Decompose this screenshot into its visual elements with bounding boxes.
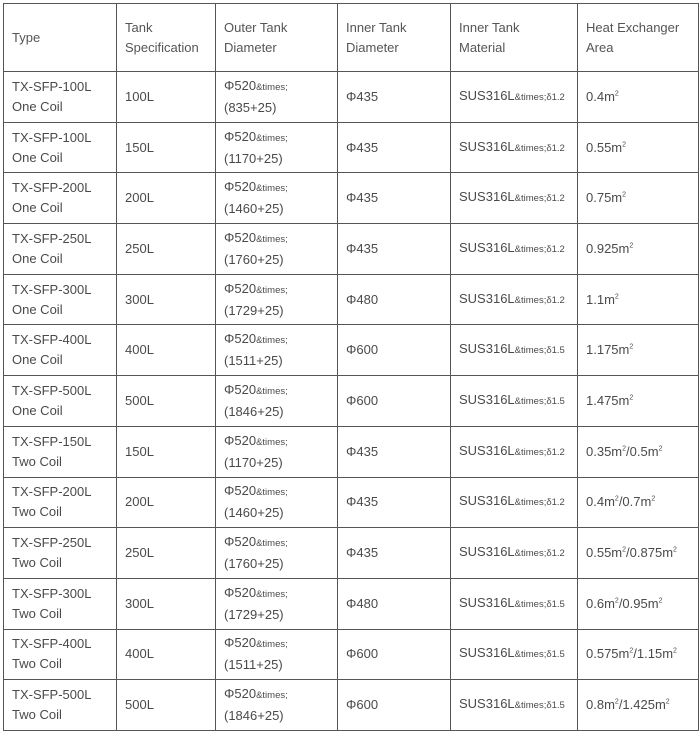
material-grade: SUS316L	[459, 341, 515, 357]
table-body	[4, 72, 699, 731]
outer-diameter-separator: &times;	[256, 284, 288, 296]
tank-spec-cell: 500L	[117, 680, 216, 731]
outer-diameter-separator: &times;	[256, 385, 288, 397]
material-cell	[451, 477, 578, 528]
inner-diameter-cell: Φ435	[338, 72, 451, 123]
material-grade: SUS316L	[459, 189, 515, 205]
material-thickness: &times;δ1.5	[514, 345, 565, 357]
tank-spec-cell: 100L	[117, 72, 216, 123]
table-row	[4, 72, 699, 123]
outer-diameter-separator: &times;	[256, 233, 288, 245]
outer-diameter-separator: &times;	[256, 538, 288, 550]
heat-exchanger-area-cell	[578, 274, 699, 325]
area-value: /0.875m	[626, 545, 674, 561]
header-inner-tank-diameter: Inner Tank Diameter	[338, 4, 451, 72]
inner-diameter-cell: Φ435	[338, 528, 451, 579]
material-grade: SUS316L	[459, 391, 515, 407]
outer-diameter-value: Φ520	[224, 381, 257, 397]
area-value: /1.425m	[618, 697, 666, 713]
table-row	[4, 680, 699, 731]
type-cell: TX-SFP-400L Two Coil	[4, 629, 117, 680]
outer-diameter-height: (1760+25)	[224, 556, 284, 572]
tank-spec-cell: 500L	[117, 376, 216, 427]
tank-spec-cell: 250L	[117, 224, 216, 275]
outer-diameter-height: (1460+25)	[224, 505, 284, 521]
type-cell: TX-SFP-200L Two Coil	[4, 477, 117, 528]
outer-diameter-value: Φ520	[224, 635, 257, 651]
area-value: 0.75m	[586, 190, 623, 206]
tank-spec-cell: 150L	[117, 122, 216, 173]
area-unit-exponent: 2	[622, 546, 627, 554]
material-grade: SUS316L	[459, 493, 515, 509]
outer-diameter-separator: &times;	[256, 335, 288, 347]
outer-diameter-cell	[216, 274, 338, 325]
outer-diameter-value: Φ520	[224, 686, 257, 702]
area-unit-exponent: 2	[622, 191, 627, 199]
area-unit-exponent: 2	[673, 546, 677, 554]
heat-exchanger-area-cell	[578, 477, 699, 528]
material-cell	[451, 173, 578, 224]
outer-diameter-value: Φ520	[224, 331, 257, 347]
outer-diameter-value: Φ520	[224, 229, 257, 245]
outer-diameter-height: (1760+25)	[224, 251, 284, 267]
material-cell	[451, 578, 578, 629]
inner-diameter-cell: Φ435	[338, 224, 451, 275]
area-unit-exponent: 2	[665, 698, 670, 706]
material-thickness: &times;δ1.5	[514, 649, 565, 661]
outer-diameter-cell	[216, 376, 338, 427]
outer-diameter-height: (1170+25)	[224, 150, 283, 166]
outer-diameter-value: Φ520	[224, 534, 257, 550]
outer-diameter-value: Φ520	[224, 483, 257, 499]
material-cell	[451, 376, 578, 427]
material-grade: SUS316L	[459, 239, 515, 255]
area-value: 0.925m	[586, 240, 630, 256]
type-cell: TX-SFP-100L One Coil	[4, 122, 117, 173]
material-grade: SUS316L	[459, 696, 515, 712]
inner-diameter-cell: Φ435	[338, 122, 451, 173]
table-row	[4, 477, 699, 528]
area-unit-exponent: 2	[673, 648, 677, 656]
material-grade: SUS316L	[459, 138, 515, 154]
type-cell: TX-SFP-300L One Coil	[4, 274, 117, 325]
material-grade: SUS316L	[459, 594, 515, 610]
heat-exchanger-area-cell	[578, 325, 699, 376]
inner-diameter-cell: Φ435	[338, 173, 451, 224]
area-unit-exponent: 2	[658, 445, 663, 453]
heat-exchanger-area-cell	[578, 426, 699, 477]
area-value: 1.175m	[586, 342, 630, 358]
outer-diameter-cell	[216, 578, 338, 629]
material-cell	[451, 325, 578, 376]
table-row	[4, 122, 699, 173]
tank-spec-cell: 300L	[117, 274, 216, 325]
outer-diameter-separator: &times;	[256, 487, 288, 499]
material-thickness: &times;δ1.5	[514, 700, 565, 712]
outer-diameter-height: (1170+25)	[224, 454, 283, 470]
outer-diameter-height: (1511+25)	[224, 353, 283, 369]
type-cell: TX-SFP-100L One Coil	[4, 72, 117, 123]
outer-diameter-separator: &times;	[256, 436, 288, 448]
outer-diameter-height: (1460+25)	[224, 201, 284, 217]
outer-diameter-cell	[216, 122, 338, 173]
material-grade: SUS316L	[459, 645, 515, 661]
material-thickness: &times;δ1.2	[514, 446, 565, 458]
area-value: 0.35m	[586, 443, 623, 459]
type-cell: TX-SFP-400L One Coil	[4, 325, 117, 376]
area-value: /0.95m	[618, 595, 659, 611]
area-value: 1.475m	[586, 392, 630, 408]
area-unit-exponent: 2	[614, 90, 619, 98]
outer-diameter-cell	[216, 680, 338, 731]
area-value: /0.7m	[618, 494, 652, 510]
material-grade: SUS316L	[459, 290, 515, 306]
heat-exchanger-area-cell	[578, 629, 699, 680]
area-unit-exponent: 2	[629, 343, 634, 351]
outer-diameter-cell	[216, 477, 338, 528]
area-value: 0.4m	[586, 494, 615, 510]
outer-diameter-height: (835+25)	[224, 99, 277, 115]
material-grade: SUS316L	[459, 87, 515, 103]
material-thickness: &times;δ1.2	[514, 193, 565, 205]
header-tank-specification: Tank Specification	[117, 4, 216, 72]
outer-diameter-cell	[216, 173, 338, 224]
material-cell	[451, 224, 578, 275]
outer-diameter-cell	[216, 325, 338, 376]
tank-spec-cell: 400L	[117, 629, 216, 680]
heat-exchanger-area-cell	[578, 224, 699, 275]
area-unit-exponent: 2	[614, 496, 619, 504]
outer-diameter-height: (1511+25)	[224, 657, 283, 673]
material-thickness: &times;δ1.2	[514, 497, 565, 509]
table-row	[4, 376, 699, 427]
material-grade: SUS316L	[459, 442, 515, 458]
outer-diameter-separator: &times;	[256, 183, 288, 195]
material-thickness: &times;δ1.2	[514, 91, 565, 103]
area-value: 0.6m	[586, 595, 615, 611]
material-thickness: &times;δ1.2	[514, 548, 565, 560]
material-thickness: &times;δ1.5	[514, 598, 565, 610]
area-value: /1.15m	[633, 646, 674, 662]
material-cell	[451, 680, 578, 731]
tank-spec-cell: 300L	[117, 578, 216, 629]
area-unit-exponent: 2	[614, 293, 619, 301]
inner-diameter-cell: Φ600	[338, 680, 451, 731]
outer-diameter-value: Φ520	[224, 77, 257, 93]
inner-diameter-cell: Φ480	[338, 274, 451, 325]
header-inner-tank-material: Inner Tank Material	[451, 4, 578, 72]
area-unit-exponent: 2	[629, 648, 634, 656]
heat-exchanger-area-cell	[578, 122, 699, 173]
material-cell	[451, 274, 578, 325]
area-value: 0.575m	[586, 646, 630, 662]
table-row	[4, 426, 699, 477]
outer-diameter-separator: &times;	[256, 639, 288, 651]
area-unit-exponent: 2	[622, 445, 627, 453]
material-thickness: &times;δ1.2	[514, 243, 565, 255]
tank-spec-cell: 200L	[117, 477, 216, 528]
material-cell	[451, 528, 578, 579]
outer-diameter-value: Φ520	[224, 584, 257, 600]
outer-diameter-separator: &times;	[256, 690, 288, 702]
outer-diameter-value: Φ520	[224, 179, 257, 195]
table-row	[4, 528, 699, 579]
heat-exchanger-area-cell	[578, 376, 699, 427]
material-cell	[451, 629, 578, 680]
heat-exchanger-area-cell	[578, 680, 699, 731]
area-value: 0.4m	[586, 88, 615, 104]
material-cell	[451, 426, 578, 477]
outer-diameter-value: Φ520	[224, 280, 257, 296]
type-cell: TX-SFP-500L One Coil	[4, 376, 117, 427]
material-thickness: &times;δ1.2	[514, 142, 565, 154]
header-type: Type	[4, 4, 117, 72]
spec-table	[3, 3, 699, 731]
type-cell: TX-SFP-250L Two Coil	[4, 528, 117, 579]
material-cell	[451, 72, 578, 123]
inner-diameter-cell: Φ600	[338, 629, 451, 680]
outer-diameter-separator: &times;	[256, 588, 288, 600]
area-value: 0.55m	[586, 545, 623, 561]
material-grade: SUS316L	[459, 544, 515, 560]
table-row	[4, 629, 699, 680]
material-thickness: &times;δ1.5	[514, 395, 565, 407]
inner-diameter-cell: Φ435	[338, 477, 451, 528]
outer-diameter-cell	[216, 629, 338, 680]
heat-exchanger-area-cell	[578, 578, 699, 629]
outer-diameter-value: Φ520	[224, 432, 257, 448]
area-unit-exponent: 2	[629, 242, 634, 250]
area-unit-exponent: 2	[658, 597, 663, 605]
area-unit-exponent: 2	[614, 698, 619, 706]
outer-diameter-height: (1846+25)	[224, 708, 284, 724]
type-cell: TX-SFP-250L One Coil	[4, 224, 117, 275]
area-unit-exponent: 2	[629, 394, 634, 402]
tank-spec-cell: 400L	[117, 325, 216, 376]
table-row	[4, 325, 699, 376]
header-outer-tank-diameter: Outer Tank Diameter	[216, 4, 338, 72]
area-unit-exponent: 2	[614, 597, 619, 605]
heat-exchanger-area-cell	[578, 528, 699, 579]
tank-spec-cell: 250L	[117, 528, 216, 579]
material-cell	[451, 122, 578, 173]
outer-diameter-height: (1729+25)	[224, 302, 284, 318]
type-cell: TX-SFP-200L One Coil	[4, 173, 117, 224]
outer-diameter-cell	[216, 426, 338, 477]
area-unit-exponent: 2	[651, 496, 656, 504]
inner-diameter-cell: Φ435	[338, 426, 451, 477]
material-thickness: &times;δ1.2	[514, 294, 565, 306]
table-row	[4, 578, 699, 629]
inner-diameter-cell: Φ600	[338, 376, 451, 427]
tank-spec-cell: 200L	[117, 173, 216, 224]
area-value: 1.1m	[586, 291, 615, 307]
outer-diameter-separator: &times;	[256, 81, 288, 93]
type-cell: TX-SFP-500L Two Coil	[4, 680, 117, 731]
outer-diameter-separator: &times;	[256, 132, 288, 144]
outer-diameter-cell	[216, 224, 338, 275]
heat-exchanger-area-cell	[578, 72, 699, 123]
tank-spec-cell: 150L	[117, 426, 216, 477]
header-row	[4, 4, 699, 72]
inner-diameter-cell: Φ600	[338, 325, 451, 376]
area-value: 0.8m	[586, 697, 615, 713]
type-cell: TX-SFP-300L Two Coil	[4, 578, 117, 629]
outer-diameter-height: (1729+25)	[224, 606, 284, 622]
table-row	[4, 173, 699, 224]
inner-diameter-cell: Φ480	[338, 578, 451, 629]
table-row	[4, 224, 699, 275]
heat-exchanger-area-cell	[578, 173, 699, 224]
area-value: 0.55m	[586, 139, 623, 155]
header-heat-exchanger-area: Heat Exchanger Area	[578, 4, 699, 72]
table-row	[4, 274, 699, 325]
area-value: /0.5m	[626, 443, 659, 459]
outer-diameter-value: Φ520	[224, 128, 257, 144]
outer-diameter-cell	[216, 528, 338, 579]
outer-diameter-height: (1846+25)	[224, 403, 284, 419]
area-unit-exponent: 2	[622, 141, 627, 149]
outer-diameter-cell	[216, 72, 338, 123]
type-cell: TX-SFP-150L Two Coil	[4, 426, 117, 477]
